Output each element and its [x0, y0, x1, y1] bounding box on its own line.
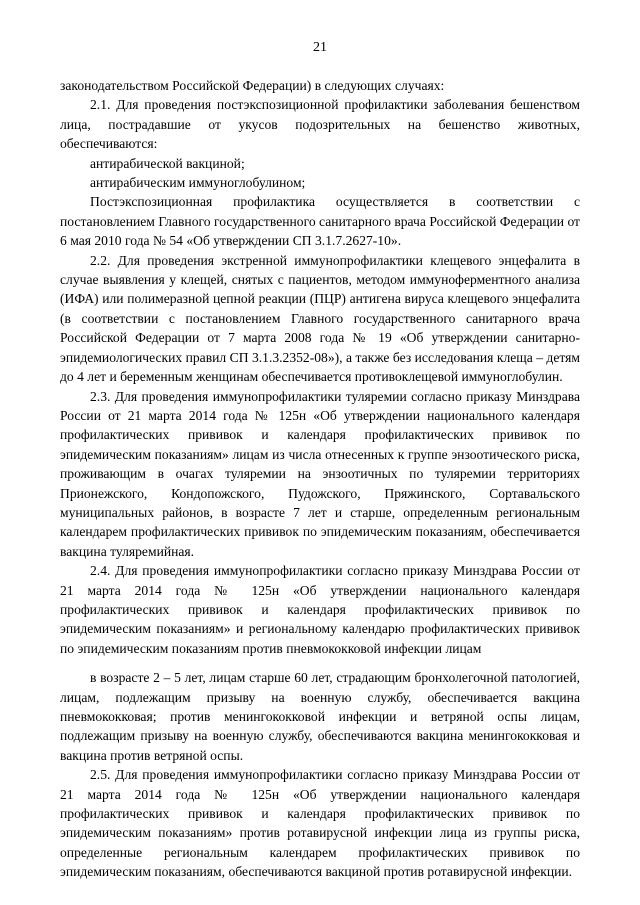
paragraph-p-2-1-note: Постэкспозиционная профилактика осуществляется в соответствии с постановлением Главного государственного санитарного врача Российской Федерации от 6 мая 2010 года № 54 «Об утверждении СП 3.1.7.2627-10». — [60, 194, 580, 249]
paragraph-p-2-2: 2.2. Для проведения экстренной иммунопрофилактики клещевого энцефалита в случае выявления у клещей, снятых с пациентов, методом иммуноферментного анализа (ИФА) или полимеразной цепной реакции (ПЦР) антигена вируса клещевого энцефалита (в соответствии с постановлением Главного государственного санитарного врача Российской Федерации от 7 марта 2008 года № 19 «Об утверждении санитарно-эпидемиологических правил СП 3.1.3.2352-08»), а также без исследования клеща – детям до 4 лет и беременным женщинам обеспечивается противоклещевой иммуноглобулин. — [60, 252, 580, 385]
document-body — [60, 76, 580, 882]
paragraph-p-2-4: 2.4. Для проведения иммунопрофилактики согласно приказу Минздрава России от 21 марта 2014 года № 125н «Об утверждении национального календаря профилактических прививок и календаря профилактических прививок по эпидемическим показаниям» и региональному календарю профилактических прививок по эпидемическим показаниям против пневмококковой инфекции лицам — [60, 563, 580, 656]
paragraph-p-2-1-vaccine: антирабической вакциной; — [90, 155, 245, 171]
document-page — [60, 38, 580, 882]
page-number: 21 — [313, 40, 327, 55]
paragraph-p-2-5: 2.5. Для проведения иммунопрофилактики согласно приказу Минздрава России от 21 марта 2014 года № 125н «Об утверждении национального календаря профилактических прививок и календаря профилактических прививок по эпидемическим показаниям» против ротавирусной инфекции лица из группы риска, определенные региональным календарем профилактических прививок по эпидемическим показаниям, обеспечиваются вакциной против ротавирусной инфекции. — [60, 767, 580, 880]
paragraph-continuation: законодательством Российской Федерации) в следующих случаях: — [60, 78, 445, 93]
paragraph-p-2-1-immunoglobulin: антирабическим иммуноглобулином; — [90, 175, 306, 191]
paragraph-p-2-3: 2.3. Для проведения иммунопрофилактики туляремии согласно приказу Минздрава России от 21 марта 2014 года № 125н «Об утверждении национального календаря профилактических прививок и календаря профилактических прививок по эпидемическим показаниям» лицам из числа отнесенных к группе энзоотического риска, проживающим в очагах туляремии на энзоотичных по туляремии территориях Прионежского, Кондопожского, Пудожского, Пряжинского, Сортавальского муниципальных районов, в возрасте 7 лет и старше, определенным региональным календарем профилактических прививок по эпидемическим показаниям, обеспечивается вакцина туляремийная. — [60, 388, 580, 559]
paragraph-p-2-4-cont: в возрасте 2 – 5 лет, лицам старше 60 лет, страдающим бронхолегочной патологией, лицам, подлежащим призыву на военную службу, обеспечивается вакцина пневмококковая; против менингококковой инфекции и ветряной оспы лицам, подлежащим призыву на военную службу, обеспечиваются вакцина менингококковая и вакцина против ветряной оспы. — [60, 670, 580, 763]
paragraph-p-2-1: 2.1. Для проведения постэкспозиционной профилактики заболевания бешенством лица, пострадавшие от укусов подозрительных на бешенство животных, обеспечиваются: — [60, 97, 580, 152]
